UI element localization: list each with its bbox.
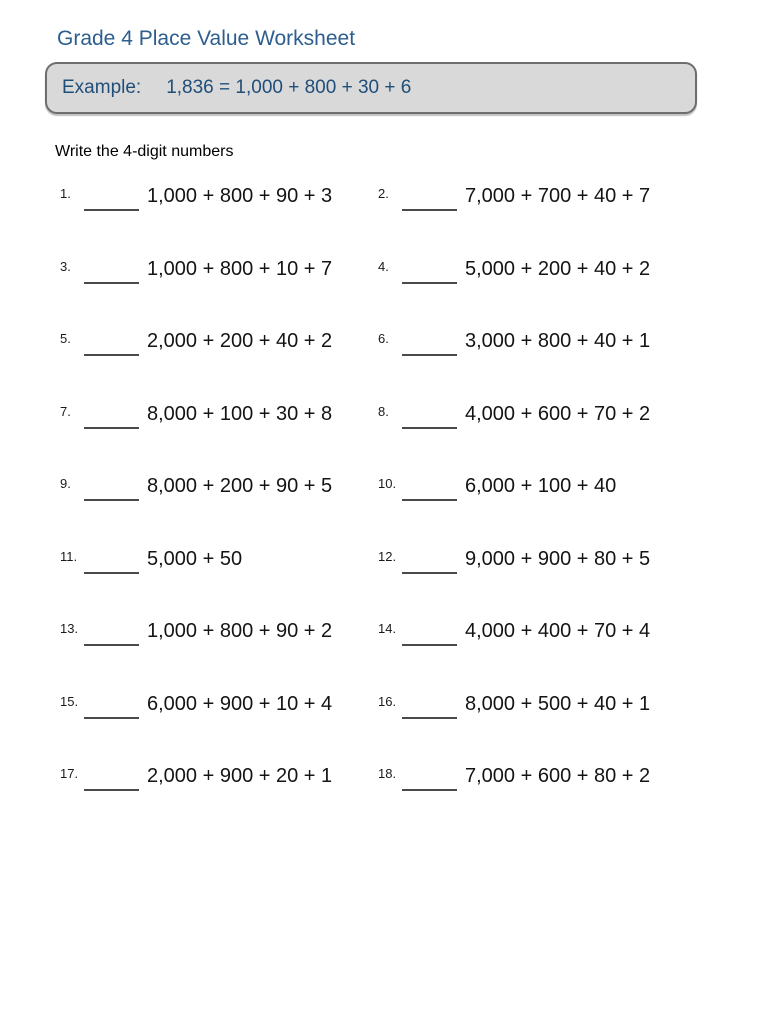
problem-item-12 [378,547,718,620]
answer-blank [402,692,457,719]
problem-number: 3. [60,258,71,274]
answer-blank [84,692,139,719]
problem-item-2 [378,184,718,257]
answer-blank [402,474,457,501]
problem-item-4 [378,257,718,330]
problem-number: 12. [378,548,397,564]
problem-number: 15. [60,693,79,709]
problems-grid [60,184,760,837]
answer-blank [402,257,457,284]
problem-number: 10. [378,476,397,491]
expanded-form-expression: 5,000 + 50 [147,547,243,570]
problem-item-17 [60,764,378,837]
problem-item-13 [60,619,378,692]
problem-number: 8. [378,403,389,419]
problem-number: 4. [378,258,389,274]
problem-number: 16. [378,693,397,709]
problem-number: 5. [60,331,71,346]
example-label: Example: [62,77,142,98]
answer-blank [402,329,457,356]
expanded-form-expression: 2,000 + 900 + 20 + 1 [147,765,333,787]
answer-blank [402,619,457,646]
problem-item-3 [60,257,378,330]
problem-number: 14. [378,621,397,636]
problem-item-10 [378,474,718,547]
problem-number: 7. [60,403,71,419]
problem-item-14 [378,619,718,692]
expanded-form-expression: 4,000 + 600 + 70 + 2 [465,402,651,425]
problem-number: 18. [378,766,397,781]
answer-blank [84,619,139,646]
page-title: Grade 4 Place Value Worksheet [57,27,356,50]
expanded-form-expression: 6,000 + 100 + 40 [465,475,617,497]
answer-blank [84,474,139,501]
expanded-form-expression: 6,000 + 900 + 10 + 4 [147,692,333,715]
problem-item-9 [60,474,378,547]
answer-blank [402,764,457,791]
expanded-form-expression: 8,000 + 200 + 90 + 5 [147,475,333,497]
problem-number: 17. [60,766,79,781]
expanded-form-expression: 1,000 + 800 + 90 + 2 [147,620,333,642]
problem-item-6 [378,329,718,402]
answer-blank [84,402,139,429]
expanded-form-expression: 8,000 + 100 + 30 + 8 [147,402,333,425]
answer-blank [84,547,139,574]
expanded-form-expression: 9,000 + 900 + 80 + 5 [465,547,651,570]
answer-blank [84,764,139,791]
expanded-form-expression: 7,000 + 700 + 40 + 7 [465,185,651,207]
example-expression: 1,836 = 1,000 + 800 + 30 + 6 [166,77,412,98]
expanded-form-expression: 8,000 + 500 + 40 + 1 [465,692,651,715]
problem-number: 2. [378,186,389,201]
problem-number: 1. [60,186,71,201]
expanded-form-expression: 3,000 + 800 + 40 + 1 [465,330,651,352]
problem-item-16 [378,692,718,765]
answer-blank [84,184,139,211]
problem-item-15 [60,692,378,765]
instruction-text: Write the 4-digit numbers [55,143,234,160]
expanded-form-expression: 1,000 + 800 + 10 + 7 [147,257,333,280]
problem-number: 9. [60,476,71,491]
problem-number: 13. [60,621,79,636]
answer-blank [402,402,457,429]
expanded-form-expression: 4,000 + 400 + 70 + 4 [465,620,651,642]
expanded-form-expression: 2,000 + 200 + 40 + 2 [147,330,333,352]
answer-blank [402,184,457,211]
problem-number: 6. [378,331,389,346]
answer-blank [402,547,457,574]
problem-item-11 [60,547,378,620]
expanded-form-expression: 7,000 + 600 + 80 + 2 [465,765,651,787]
problem-item-7 [60,402,378,475]
expanded-form-expression: 5,000 + 200 + 40 + 2 [465,257,651,280]
problem-item-1 [60,184,378,257]
expanded-form-expression: 1,000 + 800 + 90 + 3 [147,185,333,207]
answer-blank [84,257,139,284]
answer-blank [84,329,139,356]
example-box [45,62,697,114]
problem-item-5 [60,329,378,402]
problem-number: 11. [60,548,78,564]
problem-item-18 [378,764,718,837]
problem-item-8 [378,402,718,475]
